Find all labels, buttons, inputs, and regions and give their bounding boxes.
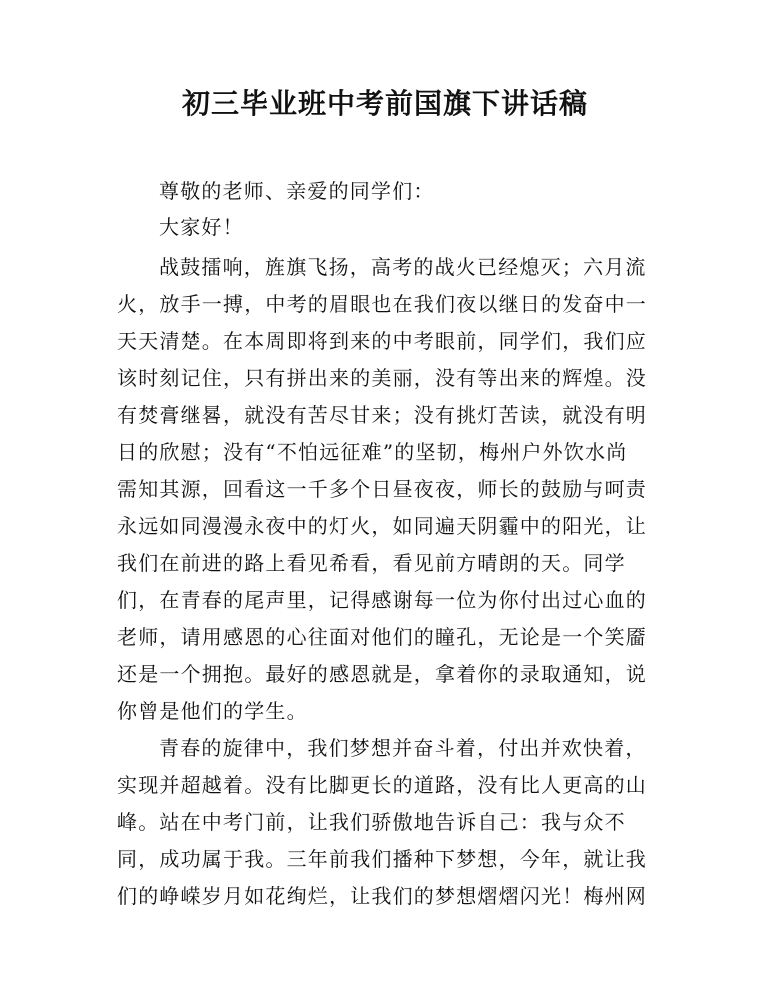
paragraph-1-line: 需知其源，回看这一千多个日昼夜夜，师长的鼓励与呵责 (117, 477, 647, 501)
salutation: 尊敬的老师、亲爱的同学们： (159, 179, 435, 203)
paragraph-1-line: 们，在青春的尾声里，记得感谢每一位为你付出过心血的 (117, 588, 647, 612)
paragraph-1-line: 该时刻记住，只有拼出来的美丽，没有等出来的辉煌。没 (117, 366, 647, 390)
paragraph-1-line: 我们在前进的路上看见希看，看见前方晴朗的天。同学 (117, 551, 626, 575)
paragraph-2-line: 们的峥嵘岁月如花绚烂，让我们的梦想熠熠闪光！梅州网 (117, 884, 647, 908)
paragraph-1-line: 天天清楚。在本周即将到来的中考眼前，同学们，我们应 (117, 329, 647, 353)
paragraph-1-line: 日的欣慰；没有“不怕远征难”的坚韧，梅州户外饮水尚 (117, 440, 628, 464)
paragraph-1-line: 永远如同漫漫永夜中的灯火，如同遍天阴霾中的阳光，让 (117, 514, 647, 538)
paragraph-1-line: 老师，请用感恩的心往面对他们的瞳孔，无论是一个笑靥 (117, 625, 647, 649)
paragraph-2-line: 同，成功属于我。三年前我们播种下梦想，今年，就让我 (117, 847, 647, 871)
paragraph-1-line: 战鼓擂响，旌旗飞扬，高考的战火已经熄灭；六月流 (159, 255, 647, 279)
paragraph-1-line: 还是一个拥抱。最好的感恩就是，拿着你的录取通知，说 (117, 662, 647, 686)
greeting: 大家好！ (159, 215, 244, 239)
paragraph-2-line: 峰。站在中考门前，让我们骄傲地告诉自己：我与众不 (117, 810, 626, 834)
paragraph-2-line: 实现并超越着。没有比脚更长的道路，没有比人更高的山 (117, 773, 647, 797)
paragraph-1-line: 火，放手一搏，中考的眉眼也在我们夜以继日的发奋中一 (117, 292, 647, 316)
document-title: 初三毕业班中考前国旗下讲话稿 (181, 87, 588, 120)
paragraph-1-line: 你曾是他们的学生。 (117, 699, 308, 723)
paragraph-1-line: 有焚膏继晷，就没有苦尽甘来；没有挑灯苦读，就没有明 (117, 403, 647, 427)
paragraph-2-line: 青春的旋律中，我们梦想并奋斗着，付出并欢快着， (159, 736, 647, 760)
